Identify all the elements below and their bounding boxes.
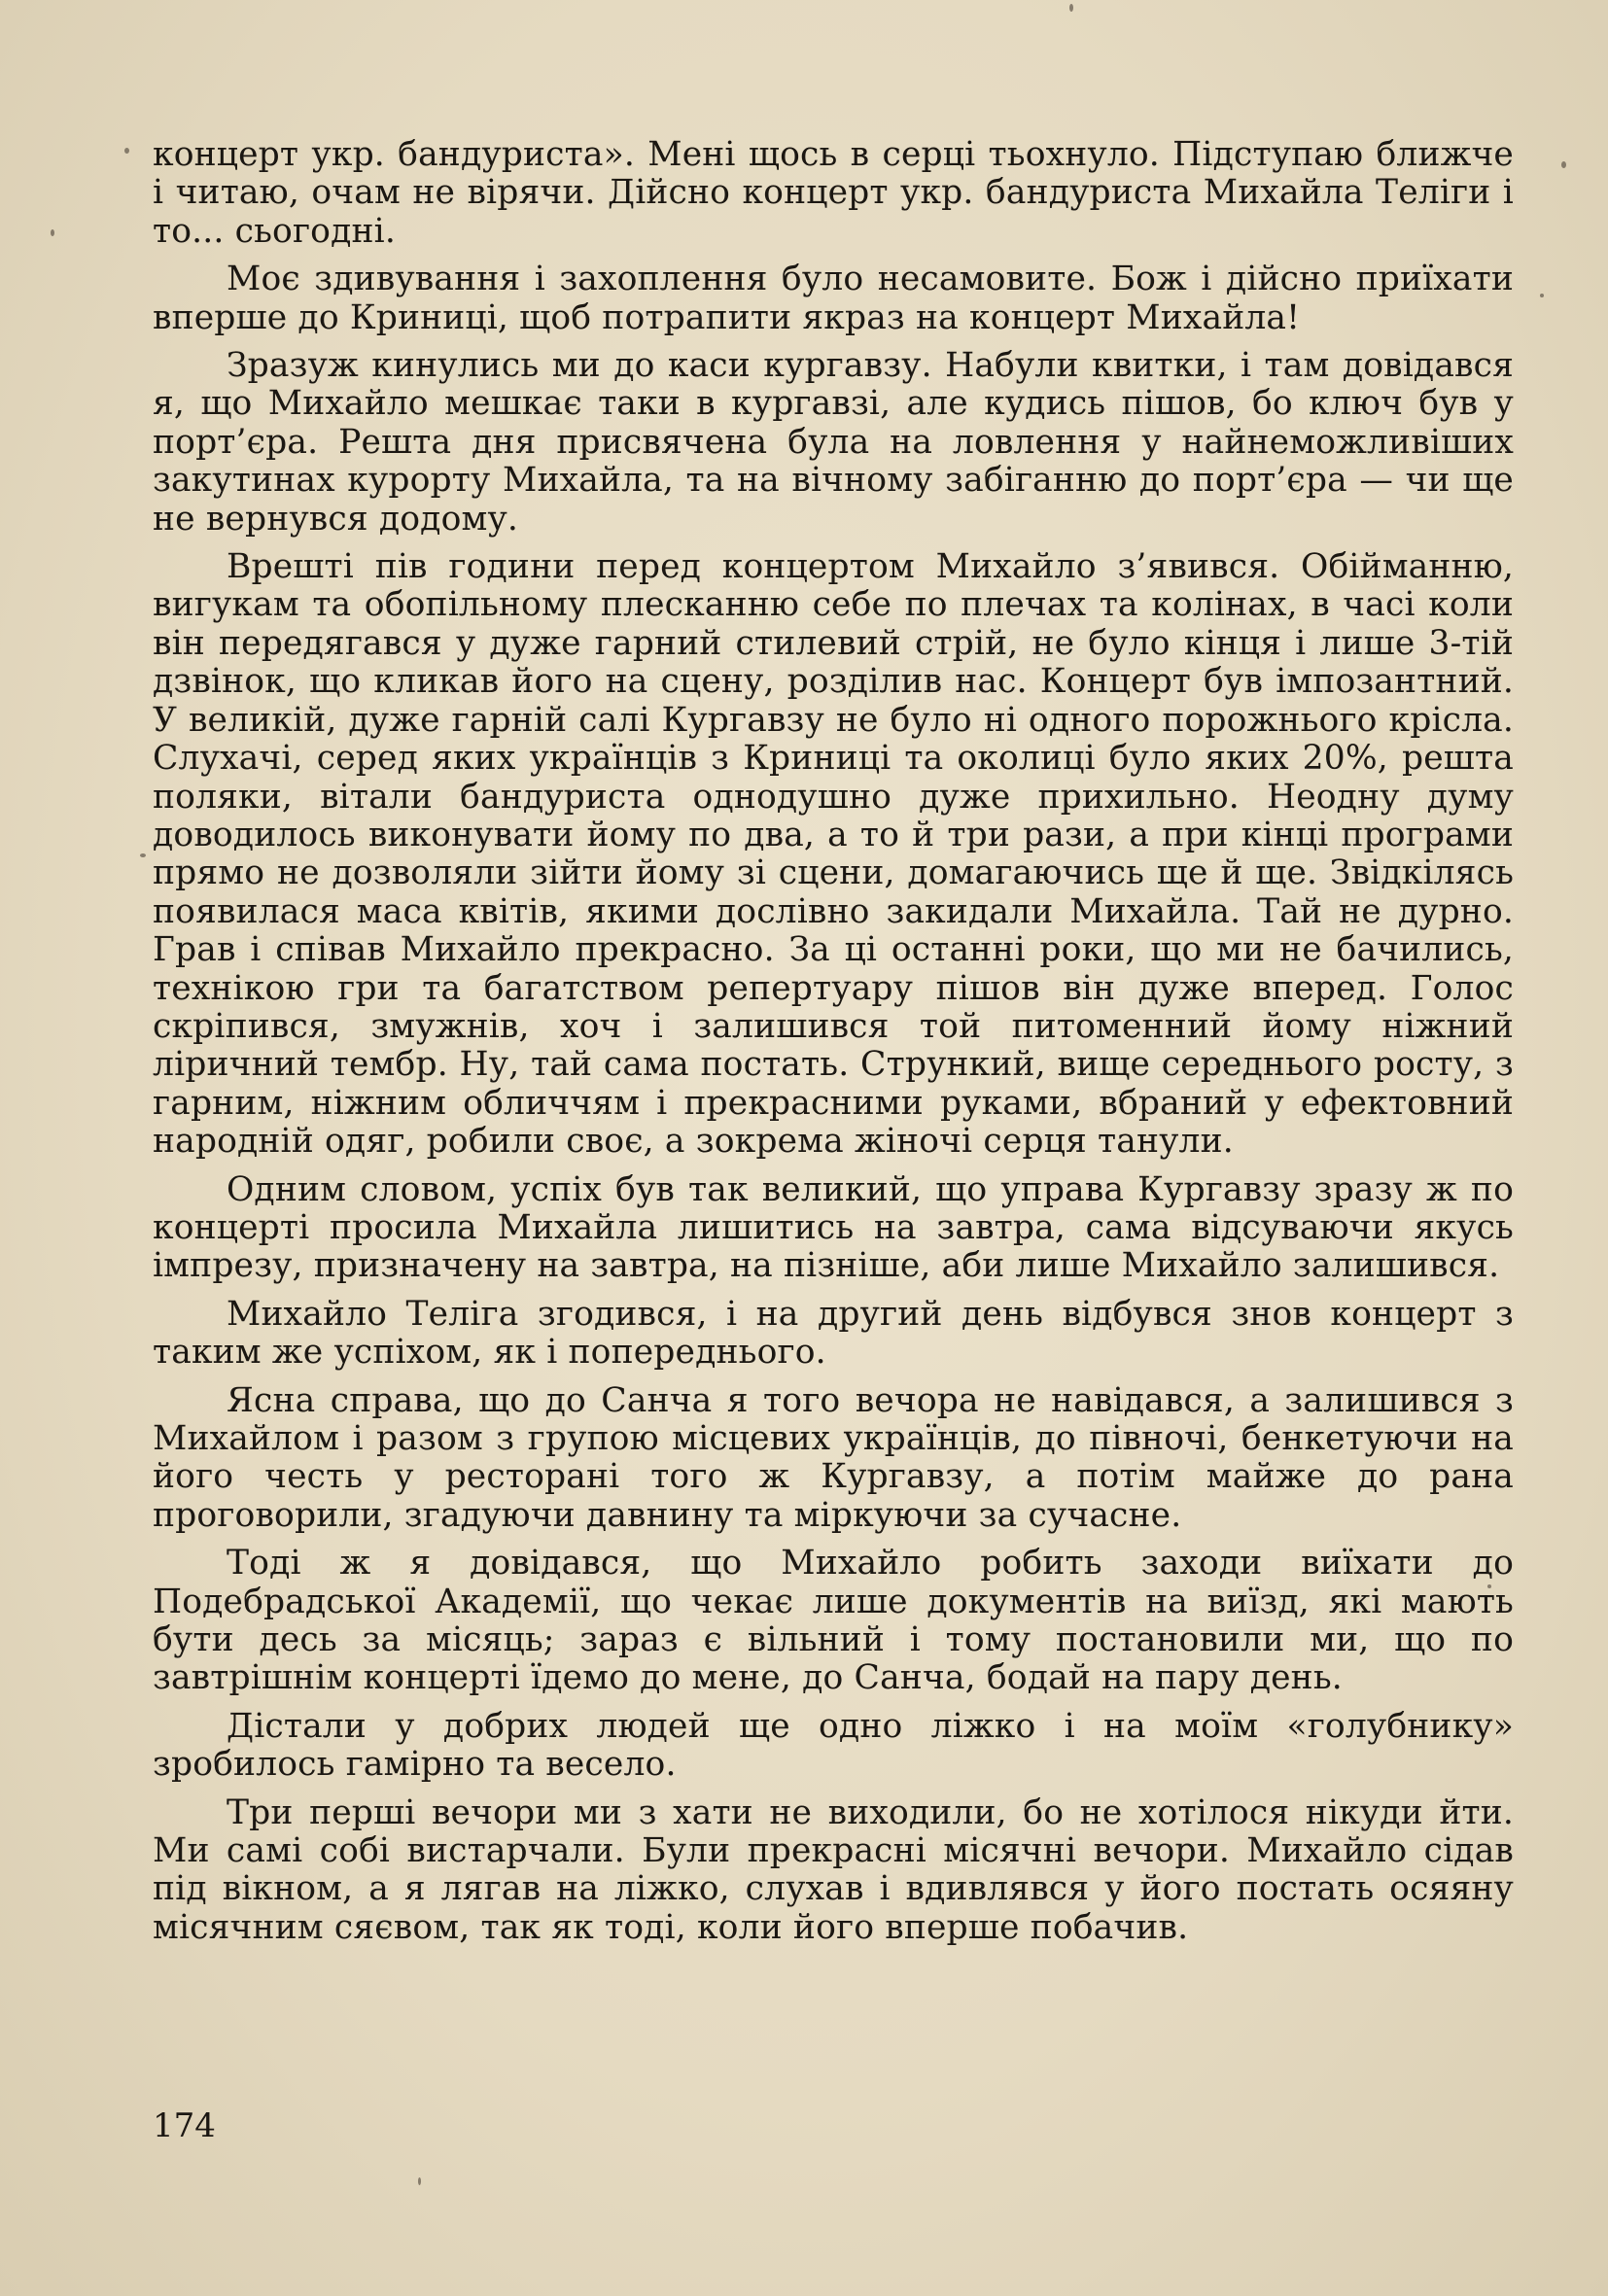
paragraph: Врешті пів години перед концертом Михайло з’явився. Обійманню, вигукам та обопільному плесканню себе по плечах та колінах, в часі коли він передягався у дуже гарний стилевий стрій, не було кінця і лише 3-тій дзвінок, що кликав його на сцену, розділив нас. Концерт був імпозантний. У великій, дуже гарній салі Кургавзу не було ні одного порожнього крісла. Слухачі, серед яких українців з Криниці та околиці було яких 20%, решта поляки, вітали бандуриста однодушно дуже прихильно. Неодну думу доводилось виконувати йому по два, а то й три рази, а при кінці програми прямо не дозволяли зійти йому зі сцени, домагаючись ще й ще. Звідкілясь появилася маса квітів, якими дослівно закидали Михайла. Тай не дурно. Грав і співав Михайло прекрасно. За ці останні роки, що ми не бачились, технікою гри та багатством репертуару пішов він дуже вперед. Голос скріпився, змужнів, хоч і залишився той питоменний йому ніжний ліричний тембр. Ну, тай сама постать. Стрункий, вище середнього росту, з гарним, ніжним обличчям і прекрасними руками, вбраний у ефектовний народній одяг, робили своє, а зокрема жіночі серця танули. <box>153 547 1514 1162</box>
paragraph: Три перші вечори ми з хати не виходили, бо не хотілося нікуди йти. Ми самі собі вистарчали. Були прекрасні місячні вечори. Михайло сідав під вікном, а я лягав на ліжко, слухав і вдивлявся у його постать осяяну місячним сяєвом, так як тоді, коли його вперше побачив. <box>153 1792 1514 1947</box>
ink-speck <box>1540 294 1544 297</box>
paragraph: Дістали у добрих людей ще одно ліжко і на моїм «голубнику» зробилось гамірно та весело. <box>153 1706 1514 1785</box>
ink-speck <box>418 2177 421 2185</box>
paragraph: Ясна справа, що до Санча я того вечора не навідався, а залишився з Михайлом і разом з групою місцевих українців, до півночі, бенкетуючи на його честь у ресторані того ж Кургавзу, а потім майже до рана проговорили, згадуючи давнину та міркуючи за сучасне. <box>153 1380 1514 1535</box>
page-number: 174 <box>153 2106 216 2145</box>
body-text <box>153 136 1514 1957</box>
paragraph: Зразуж кинулись ми до каси кургавзу. Набули квитки, і там довідався я, що Михайло мешкає таки в кургавзі, але кудись пішов, бо ключ був у порт’єра. Решта дня присвячена була на ловлення у найнеможливіших закутинах курорту Михайла, та на вічному забіганню до порт’єра — чи ще не вернувся додому. <box>153 346 1514 539</box>
paragraph: концерт укр. бандуриста». Мені щось в серці тьохнуло. Підступаю ближче і читаю, очам не вірячи. Дійсно концерт укр. бандуриста Михайла Теліги і то... сьогодні. <box>153 135 1514 251</box>
paragraph: Одним словом, успіх був так великий, що управа Кургавзу зразу ж по концерті просила Михайла лишитись на завтра, сама відсуваючи якусь імпрезу, призначену на завтра, на пізніше, аби лише Михайло залишився. <box>153 1169 1514 1286</box>
ink-speck <box>51 229 54 236</box>
ink-speck <box>1561 161 1566 168</box>
ink-speck <box>1069 4 1073 12</box>
paragraph: Моє здивування і захоплення було несамовите. Бож і дійсно приїхати вперше до Криниці, щоб потрапити якраз на концерт Михайла! <box>153 260 1514 337</box>
ink-speck <box>124 148 129 154</box>
paragraph: Михайло Теліга згодився, і на другий день відбувся знов концерт з таким же успіхом, як і попереднього. <box>153 1294 1514 1373</box>
ink-speck <box>140 853 146 857</box>
paragraph: Тоді ж я довідався, що Михайло робить заходи виїхати до Подебрадської Академії, що чекає лише документів на виїзд, які мають бути десь за місяць; зараз є вільний і тому постановили ми, що по завтрішнім концерті їдемо до мене, до Санча, бодай на пару день. <box>153 1544 1514 1698</box>
